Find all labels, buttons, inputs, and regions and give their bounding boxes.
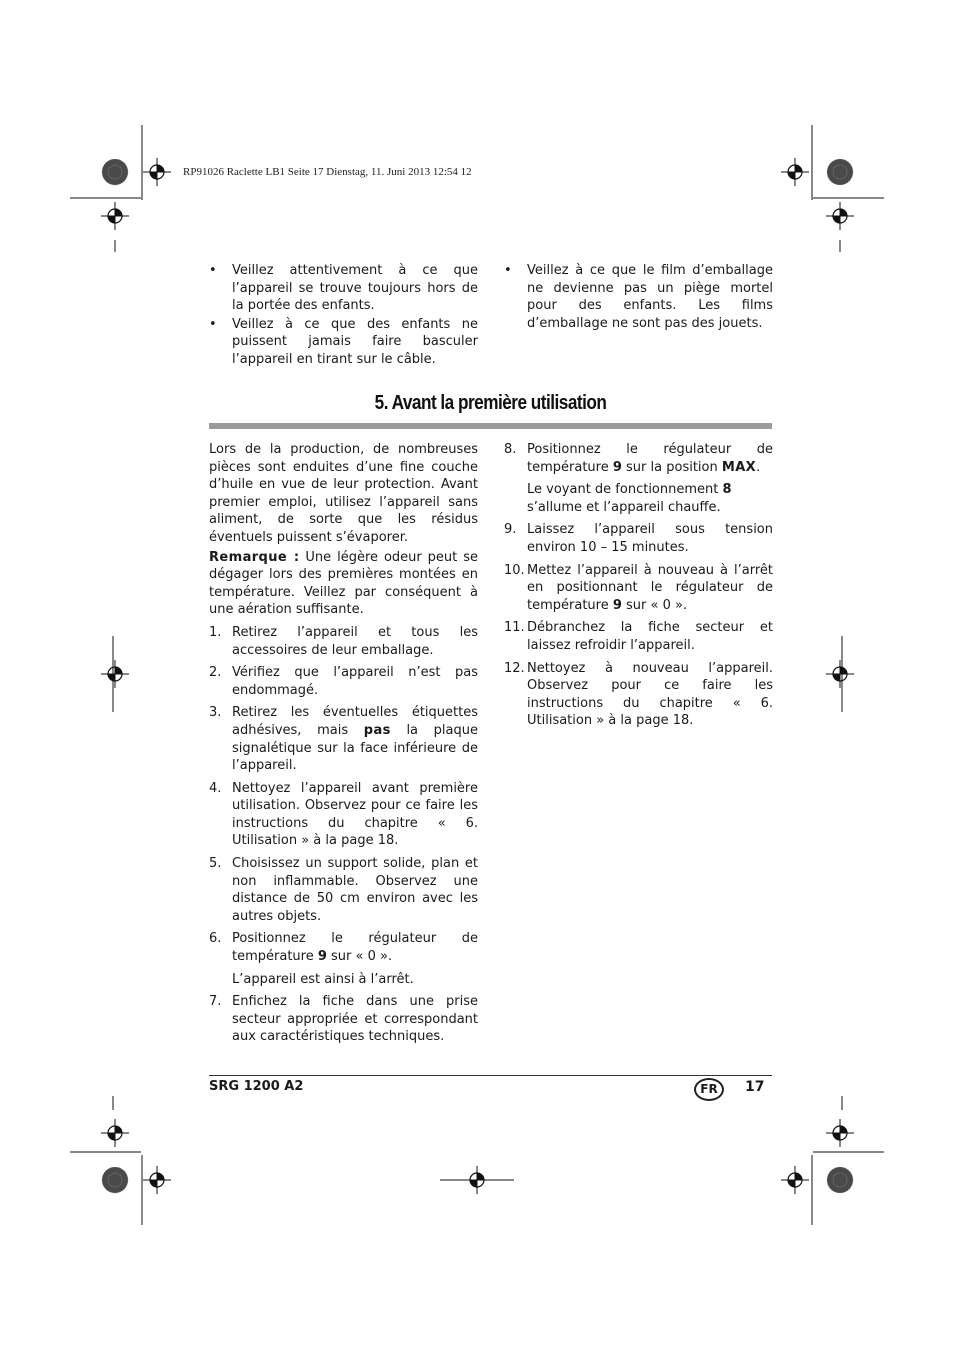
list-item: 3. Retirez les éventuelles étiquettes adhésives, mais pas la plaque signalétique sur la face inférieure de l’appareil. bbox=[209, 705, 478, 774]
list-item: 1. Retirez l’appareil et tous les accessoires de leur emballage. bbox=[209, 624, 478, 658]
list-item: 4. Nettoyez l’appareil avant première utilisation. Observez pour ce faire les instructions du chapitre « 6. Utilisation » à la page 18. bbox=[209, 780, 478, 849]
language-badge: FR bbox=[694, 1078, 724, 1101]
list-item: 2. Vérifiez que l’appareil n’est pas endommagé. bbox=[209, 665, 478, 698]
list-item: 8. Positionnez le régulateur de température 9 sur la position MAX. Le voyant de fonctionnement 8 s’allume et l’appareil chauffe. bbox=[504, 442, 773, 515]
bullet-list bbox=[504, 262, 773, 332]
body-left-column bbox=[209, 441, 478, 1046]
top-right-column bbox=[504, 262, 773, 333]
page-number: 17 bbox=[745, 1079, 765, 1095]
print-header: RP91026 Raclette LB1 Seite 17 Dienstag, 11. Juni 2013 12:54 12 bbox=[183, 166, 472, 178]
intro-paragraph: Lors de la production, de nombreuses pièces sont enduites d’une fine couche d’huile en vue de leur protection. Avant premier emploi, utilisez l’appareil sans aliment, de sorte que les résidus éventuels puissent s’évaporer. bbox=[209, 442, 478, 545]
top-left-column bbox=[209, 262, 478, 370]
list-item: • Veillez à ce que le film d’emballage ne devienne pas un piège mortel pour des enfants. Les films d’emballage ne sont pas des jouets. bbox=[504, 263, 773, 331]
list-item: • Veillez à ce que des enfants ne puissent jamais faire basculer l’appareil en tirant sur le câble. bbox=[209, 316, 478, 367]
list-item: 9. Laissez l’appareil sous tension environ 10 – 15 minutes. bbox=[504, 522, 773, 555]
list-item: 5. Choisissez un support solide, plan et non inflammable. Observez une distance de 50 cm environ avec les autres objets. bbox=[209, 856, 478, 924]
list-item: 10. Mettez l’appareil à nouveau à l’arrêt en positionnant le régulateur de température 9 sur « 0 ». bbox=[504, 562, 773, 613]
section-divider bbox=[209, 423, 772, 429]
footer-model: SRG 1200 A2 bbox=[209, 1079, 304, 1094]
list-item: 6. Positionnez le régulateur de température 9 sur « 0 ». L’appareil est ainsi à l’arrêt. bbox=[209, 931, 478, 987]
steps-list-right bbox=[504, 441, 773, 730]
list-item: 7. Enfichez la fiche dans une prise secteur appropriée et correspondant aux caractéristiques techniques. bbox=[209, 994, 478, 1045]
section-title: 5. Avant la première utilisation bbox=[374, 392, 607, 414]
list-item: • Veillez attentivement à ce que l’appareil se trouve toujours hors de la portée des enfants. bbox=[209, 263, 478, 314]
bullet-list bbox=[209, 262, 478, 369]
steps-list-left bbox=[209, 624, 478, 1046]
remark-label: Remarque : bbox=[209, 549, 300, 565]
list-item: 11. Débranchez la fiche secteur et laissez refroidir l’appareil. bbox=[504, 620, 773, 653]
footer-divider bbox=[209, 1075, 772, 1076]
body-right-column bbox=[504, 436, 773, 730]
remark-paragraph: Remarque : Une légère odeur peut se dégager lors des premières montées en température. Veillez par conséquent à une aération suffisante. bbox=[209, 549, 478, 618]
list-item: 12. Nettoyez à nouveau l’appareil. Observez pour ce faire les instructions du chapitre « 6. Utilisation » à la page 18. bbox=[504, 660, 773, 729]
